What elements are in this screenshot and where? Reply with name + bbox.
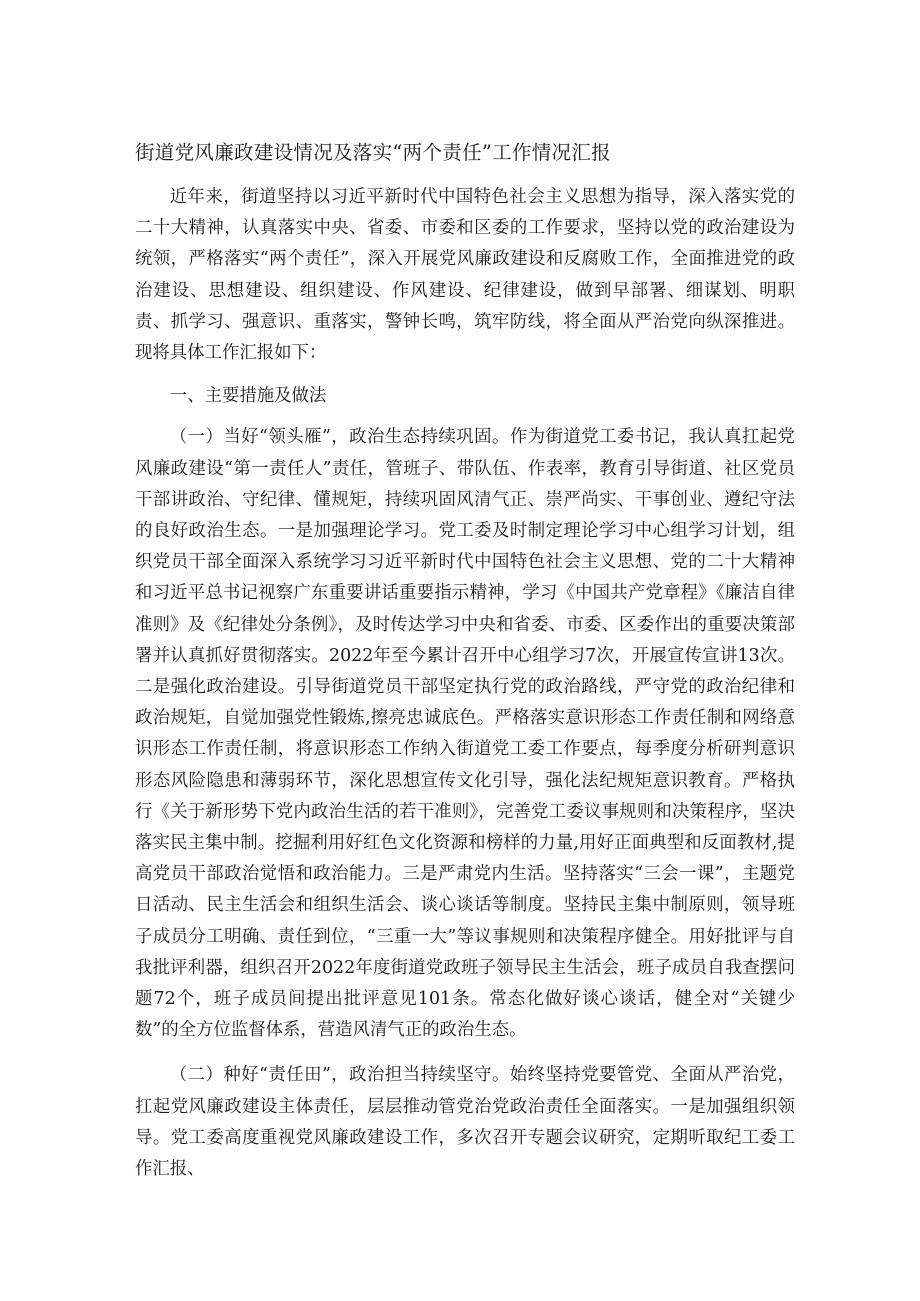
- document-body: [135, 182, 795, 1185]
- document-title: 街道党风廉政建设情况及落实“两个责任”工作情况汇报: [135, 141, 611, 164]
- paragraph-part-1: （一）当好“领头雁”，政治生态持续巩固。作为街道党工委书记，我认真扛起党风廉政建设“第一责任人”责任，管班子、带队伍、作表率，教育引导街道、社区党员干部讲政治、守纪律、懂规矩，持续巩固风清气正、崇严尚实、干事创业、遵纪守法的良好政治生态。一是加强理论学习。党工委及时制定理论学习中心组学习计划，组织党员干部全面深入系统学习习近平新时代中国特色社会主义思想、党的二十大精神和习近平总书记视察广东重要讲话重要指示精神，学习《中国共产党章程》《廉洁自律准则》及《纪律处分条例》，及时传达学习中央和省委、市委、区委作出的重要决策部署并认真抓好贯彻落实。2022年至今累计召开中心组学习7次，开展宣传宣讲13次。二是强化政治建设。引导街道党员干部坚定执行党的政治路线，严守党的政治纪律和政治规矩，自觉加强党性锻炼,擦亮忠诚底色。严格落实意识形态工作责任制和网络意识形态工作责任制，将意识形态工作纳入街道党工委工作要点，每季度分析研判意识形态风险隐患和薄弱环节，深化思想宣传文化引导，强化法纪规矩意识教育。严格执行《关于新形势下党内政治生活的若干准则》，完善党工委议事规则和决策程序，坚决落实民主集中制。挖掘利用好红色文化资源和榜样的力量,用好正面典型和反面教材,提高党员干部政治觉悟和政治能力。三是严肃党内生活。坚持落实“三会一课”，主题党日活动、民主生活会和组织生活会、谈心谈话等制度。坚持民主集中制原则，领导班子成员分工明确、责任到位，“三重一大”等议事规则和决策程序健全。用好批评与自我批评利器，组织召开2022年度街道党政班子领导民主生活会，班子成员自我查摆问题72个，班子成员间提出批评意见101条。常态化做好谈心谈话，健全对“关键少数”的全方位监督体系，营造风清气正的政治生态。: [135, 427, 795, 1041]
- section-heading: 一、主要措施及做法: [169, 386, 327, 407]
- intro-paragraph: 近年来，街道坚持以习近平新时代中国特色社会主义思想为指导，深入落实党的二十大精神，认真落实中央、省委、市委和区委的工作要求，坚持以党的政治建设为统领，严格落实“两个责任”，深入开展党风廉政建设和反腐败工作，全面推进党的政治建设、思想建设、组织建设、作风建设、纪律建设，做到早部署、细谋划、明职责、抓学习、强意识、重落实，警钟长鸣，筑牢防线，将全面从严治党向纵深推进。现将具体工作汇报如下：: [135, 187, 795, 364]
- paragraph-part-2: （二）种好“责任田”，政治担当持续坚守。始终坚持党要管党、全面从严治党，扛起党风廉政建设主体责任，层层推动管党治党政治责任全面落实。一是加强组织领导。党工委高度重视党风廉政建设工作，多次召开专题会议研究，定期听取纪工委工作汇报、: [135, 1065, 795, 1180]
